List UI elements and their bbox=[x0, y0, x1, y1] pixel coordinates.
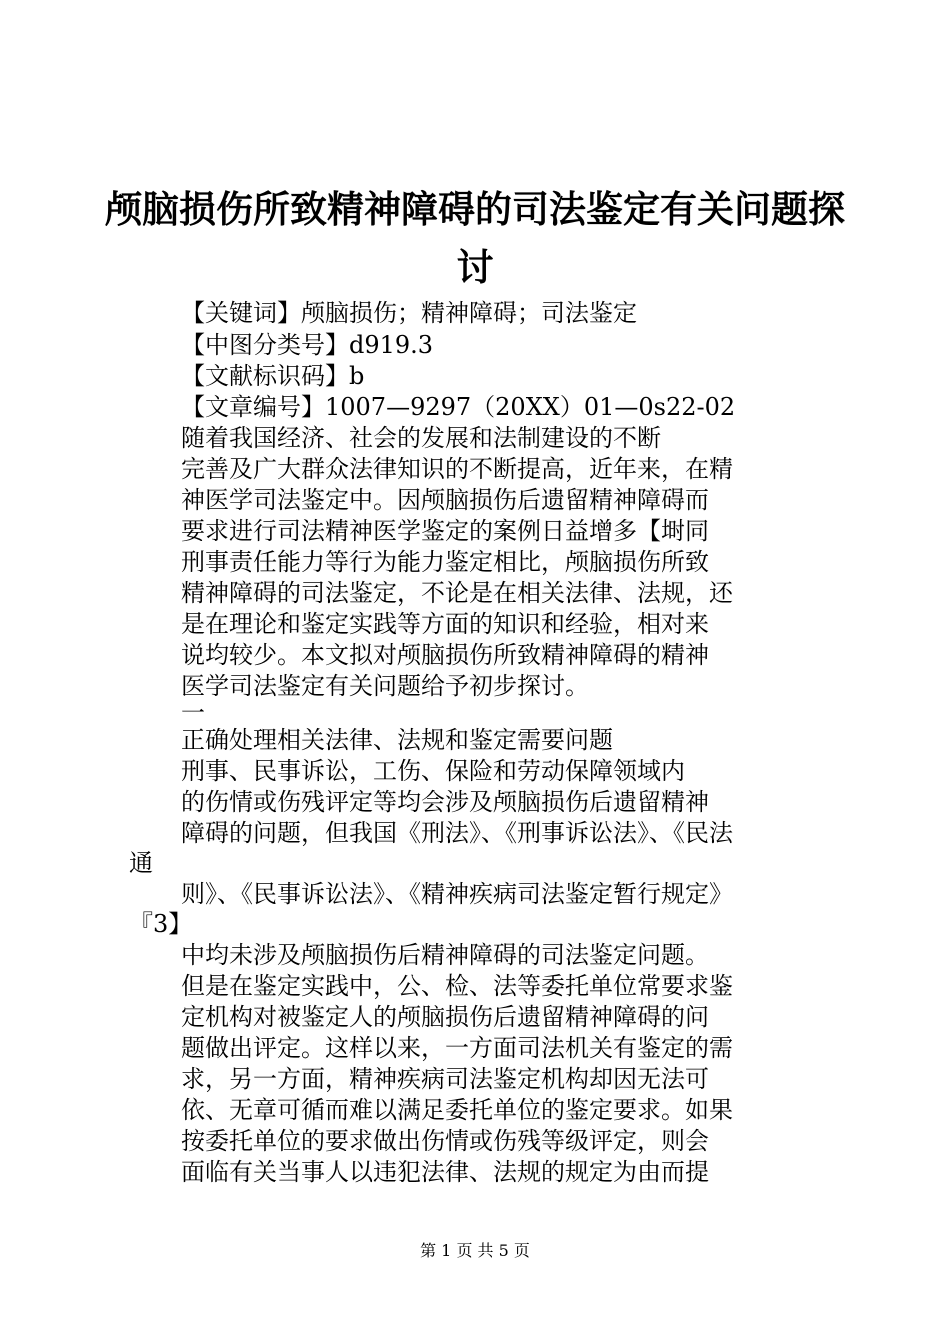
body-line: 是在理论和鉴定实践等方面的知识和经验，相对来 bbox=[181, 610, 709, 638]
body-line: 依、无章可循而难以满足委托单位的鉴定要求。如果 bbox=[181, 1096, 733, 1124]
classification-line: 【中图分类号】d919.3 bbox=[181, 331, 434, 359]
body-line-wrap: 通 bbox=[129, 849, 153, 877]
section-number: 一 bbox=[181, 699, 205, 727]
keywords-line: 【关键词】颅脑损伤；精神障碍；司法鉴定 bbox=[181, 299, 637, 327]
citation-ref: 『3】 bbox=[129, 910, 193, 938]
body-line: 中均未涉及颅脑损伤后精神障碍的司法鉴定问题。 bbox=[181, 941, 709, 969]
body-line: 神医学司法鉴定中。因颅脑损伤后遗留精神障碍而 bbox=[181, 486, 709, 514]
document-title-line-2: 讨 bbox=[456, 246, 494, 289]
body-line: 精神障碍的司法鉴定，不论是在相关法律、法规，还 bbox=[181, 579, 733, 607]
body-line: 刑事、民事诉讼，工伤、保险和劳动保障领域内 bbox=[181, 757, 685, 785]
body-line: 医学司法鉴定有关问题给予初步探讨。 bbox=[181, 672, 589, 700]
body-line: 完善及广大群众法律知识的不断提高，近年来，在精 bbox=[181, 455, 733, 483]
body-line: 的伤情或伤残评定等均会涉及颅脑损伤后遗留精神 bbox=[181, 788, 709, 816]
body-line: 定机构对被鉴定人的颅脑损伤后遗留精神障碍的问 bbox=[181, 1003, 709, 1031]
body-line: 要求进行司法精神医学鉴定的案例日益增多【埘同 bbox=[181, 517, 709, 545]
body-line: 按委托单位的要求做出伤情或伤残等级评定，则会 bbox=[181, 1127, 709, 1155]
body-line: 面临有关当事人以违犯法律、法规的规定为由而提 bbox=[181, 1158, 709, 1186]
body-line: 说均较少。本文拟对颅脑损伤所致精神障碍的精神 bbox=[181, 641, 709, 669]
body-line: 随着我国经济、社会的发展和法制建设的不断 bbox=[181, 424, 661, 452]
document-code-line: 【文献标识码】b bbox=[181, 362, 365, 390]
body-line: 则》、《民事诉讼法》、《精神疾病司法鉴定暂行规定》 bbox=[181, 880, 733, 908]
page-footer: 第 1 页 共 5 页 bbox=[420, 1241, 530, 1260]
section-heading: 正确处理相关法律、法规和鉴定需要问题 bbox=[181, 726, 613, 754]
body-line: 刑事责任能力等行为能力鉴定相比，颅脑损伤所致 bbox=[181, 548, 709, 576]
body-line: 但是在鉴定实践中，公、检、法等委托单位常要求鉴 bbox=[181, 972, 733, 1000]
body-line: 求，另一方面，精神疾病司法鉴定机构却因无法可 bbox=[181, 1065, 709, 1093]
body-line: 题做出评定。这样以来，一方面司法机关有鉴定的需 bbox=[181, 1034, 733, 1062]
article-number-line: 【文章编号】1007—9297（20XX）01—0s22-02 bbox=[181, 393, 736, 421]
body-line: 障碍的问题，但我国《刑法》、《刑事诉讼法》、《民法 bbox=[181, 819, 733, 847]
document-title-line-1: 颅脑损伤所致精神障碍的司法鉴定有关问题探 bbox=[105, 188, 845, 231]
